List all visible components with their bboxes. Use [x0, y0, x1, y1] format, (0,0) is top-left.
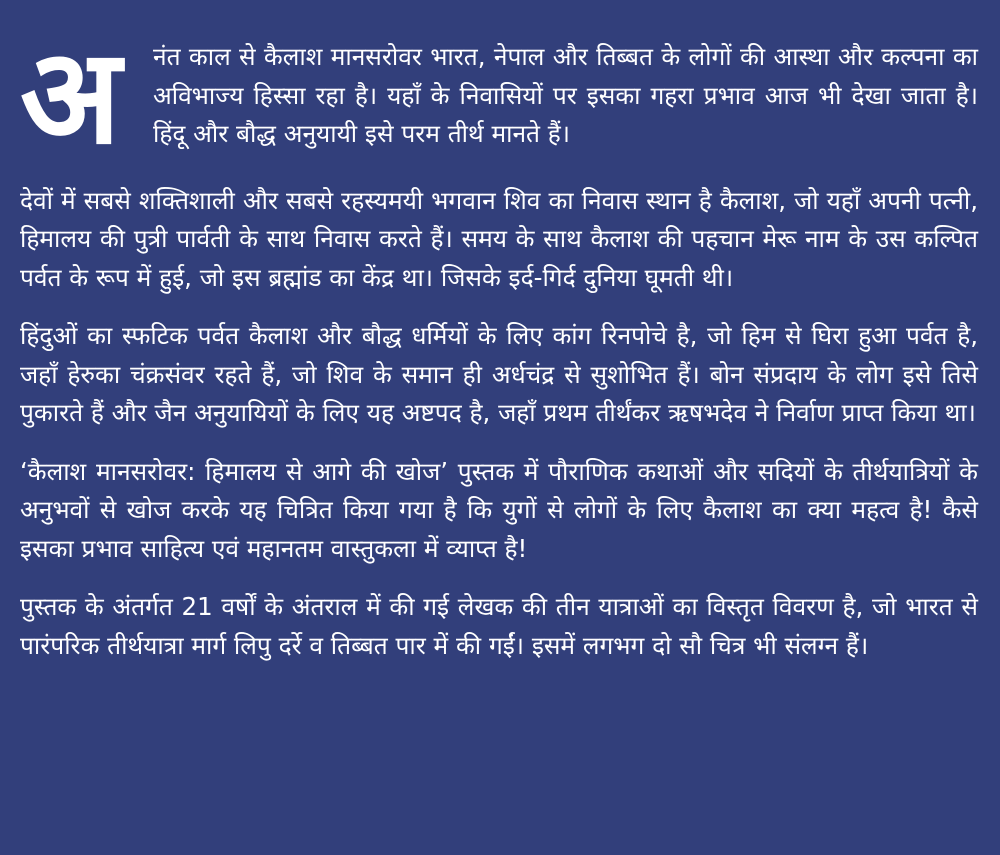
paragraph-intro	[20, 20, 978, 174]
paragraph-intro-text: नंत काल से कैलाश मानसरोवर भारत, नेपाल और तिब्बत के लोगों की आस्था और कल्पना का अविभाज्य हिस्सा रहा है। यहाँ के निवासियों पर इसका गहरा प्रभाव आज भी देखा जाता है। हिंदू और बौद्ध अनुयायी इसे परम तीर्थ मानते हैं।	[153, 42, 978, 148]
paragraph-shiva-abode: देवों में सबसे शक्तिशाली और सबसे रहस्यमयी भगवान शिव का निवास स्थान है कैलाश, जो यहाँ अपनी पत्नी, हिमालय की पुत्री पार्वती के साथ निवास करते हैं। समय के साथ कैलाश की पहचान मेरू नाम के उस कल्पित पर्वत के रूप में हुई, जो इस ब्रह्मांड का केंद्र था। जिसके इर्द-गिर्द दुनिया घूमती थी।	[20, 185, 978, 292]
paragraph-book-about: ‘कैलाश मानसरोवर: हिमालय से आगे की खोज’ पुस्तक में पौराणिक कथाओं और सदियों के तीर्थयात्रियों के अनुभवों से खोज करके यह चित्रित किया गया है कि युगों से लोगों के लिए कैलाश का क्या महत्व है! कैसे इसका प्रभाव साहित्य एवं महानतम वास्तुकला में व्याप्त है!	[20, 456, 978, 563]
paragraph-religions: हिंदुओं का स्फटिक पर्वत कैलाश और बौद्ध धर्मियों के लिए कांग रिनपोचे है, जो हिम से घिरा हुआ पर्वत है, जहाँ हेरुका चंक्रसंवर रहते हैं, जो शिव के समान ही अर्धचंद्र से सुशोभित हैं। बोन संप्रदाय के लोग इसे तिसे पुकारते हैं और जैन अनुयायियों के लिए यह अष्टपद है, जहाँ प्रथम तीर्थंकर ऋषभदेव ने निर्वाण प्राप्त किया था।	[20, 321, 978, 427]
paragraph-book-details: पुस्तक के अंतर्गत 21 वर्षों के अंतराल में की गई लेखक की तीन यात्राओं का विस्तृत विवरण है, जो भारत से पारंपरिक तीर्थयात्रा मार्ग लिपु दर्रे व तिब्बत पार में की गईं। इसमें लगभग दो सौ चित्र भी संलग्न हैं।	[20, 592, 978, 660]
drop-cap-letter: अ	[20, 20, 121, 174]
